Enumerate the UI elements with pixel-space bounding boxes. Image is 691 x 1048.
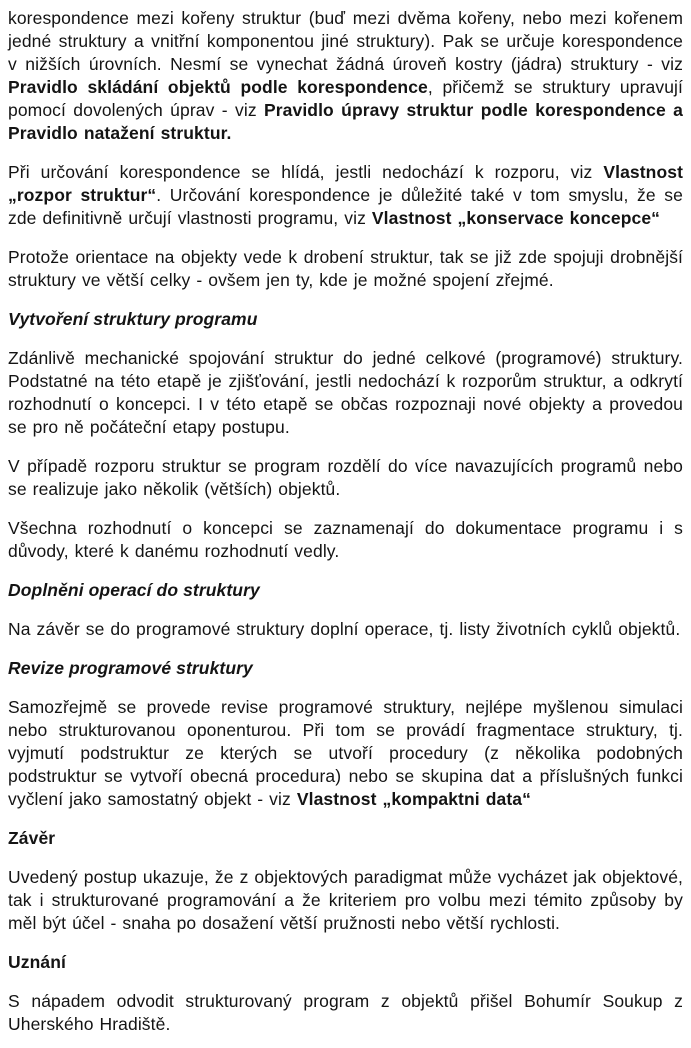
heading-revision: Revize programové struktury <box>8 658 253 678</box>
paragraph-revision <box>8 696 683 811</box>
paragraph-mechanical-joining <box>8 347 683 439</box>
paragraph-add-operations <box>8 618 683 641</box>
text-run: , přičemž se struktury upravují pomocí dovolených úprav - viz <box>8 77 683 120</box>
text-run: Všechna rozhodnutí o koncepci se zaznamenají do dokumentace programu i s důvody, které k danému rozhodnutí vedly. <box>8 518 683 561</box>
text-run: Protože orientace na objekty vede k drobení struktur, tak se již zde spojuji drobnější struktury ve větší celky - ovšem jen ty, kde je možné spojení zřejmé. <box>8 247 683 290</box>
heading-create-program-structure: Vytvoření struktury programu <box>8 309 258 329</box>
heading-conclusion: Závěr <box>8 828 56 848</box>
text-run: S nápadem odvodit strukturovaný program z objektů přišel Bohumír Soukup z Uherského Hradiště. <box>8 991 683 1034</box>
text-run: . Určování korespondence je důležité také v tom smyslu, že se zde definitivně určují vlastnosti programu, viz <box>8 185 683 228</box>
bold-term: Pravidlo skládání objektů podle korespondence <box>8 77 428 97</box>
paragraph-merging-structures <box>8 246 683 292</box>
heading-acknowledgement: Uznání <box>8 952 66 972</box>
text-run: V případě rozporu struktur se program rozdělí do více navazujících programů nebo se realizuje jako několik (větších) objektů. <box>8 456 683 499</box>
text-run: Uvedený postup ukazuje, že z objektových paradigmat může vycházet jak objektové, tak i strukturované programování a že kriteriem pro volbu mezi témito způsoby by měl být účel - snaha po dosažení větší pružnosti nebo větší rychlosti. <box>8 867 683 933</box>
paragraph-acknowledgement <box>8 990 683 1036</box>
paragraph-decisions-documentation <box>8 517 683 563</box>
bold-term: Vlastnost „rozpor struktur“ <box>8 162 683 205</box>
text-run: korespondence mezi kořeny struktur (buď mezi dvěma kořeny, nebo mezi kořenem jedné struktury a vnitřní komponentou jiné struktury). Pak se určuje korespondence v nižších úrovních. Nesmí se vynechat žádná úroveň kostry (jádra) struktury - viz <box>8 8 683 74</box>
document-content <box>8 7 683 1036</box>
text-run: Na závěr se do programové struktury doplní operace, tj. listy životních cyklů objektů. <box>8 619 681 639</box>
heading-add-operations: Doplněni operací do struktury <box>8 580 260 600</box>
paragraph-conflict-check <box>8 161 683 230</box>
paragraph-conflict-split <box>8 455 683 501</box>
bold-term: Vlastnost „kompaktni data“ <box>296 789 531 809</box>
bold-term: Pravidlo úpravy struktur podle korespondence a Pravidlo natažení struktur. <box>8 100 683 143</box>
text-run: Při určování korespondence se hlídá, jestli nedochází k rozporu, viz <box>8 162 604 182</box>
paragraph-conclusion <box>8 866 683 935</box>
text-run: Samozřejmě se provede revise programové struktury, nejlépe myšlenou simulaci nebo strukturovanou oponenturou. Při tom se provádí fragmentace struktury, tj. vyjmutí podstruktur ze kterých se utvoří procedury (z několika podobných podstruktur se vytvoří obecná procedura) nebo se skupina dat a příslušných funkci vyčlení jako samostatný objekt - viz <box>8 697 683 809</box>
text-run: Zdánlivě mechanické spojování struktur do jedné celkové (programové) struktury. Podstatné na této etapě je zjišťování, jestli nedochází k rozporům struktur, a odkrytí rozhodnutí o koncepci. I v této etapě se občas rozpoznaji nové objekty a provedou se pro ně počáteční etapy postupu. <box>8 348 683 437</box>
paragraph-correspondence-rules <box>8 7 683 145</box>
bold-term: Vlastnost „konservace koncepce“ <box>371 208 661 228</box>
